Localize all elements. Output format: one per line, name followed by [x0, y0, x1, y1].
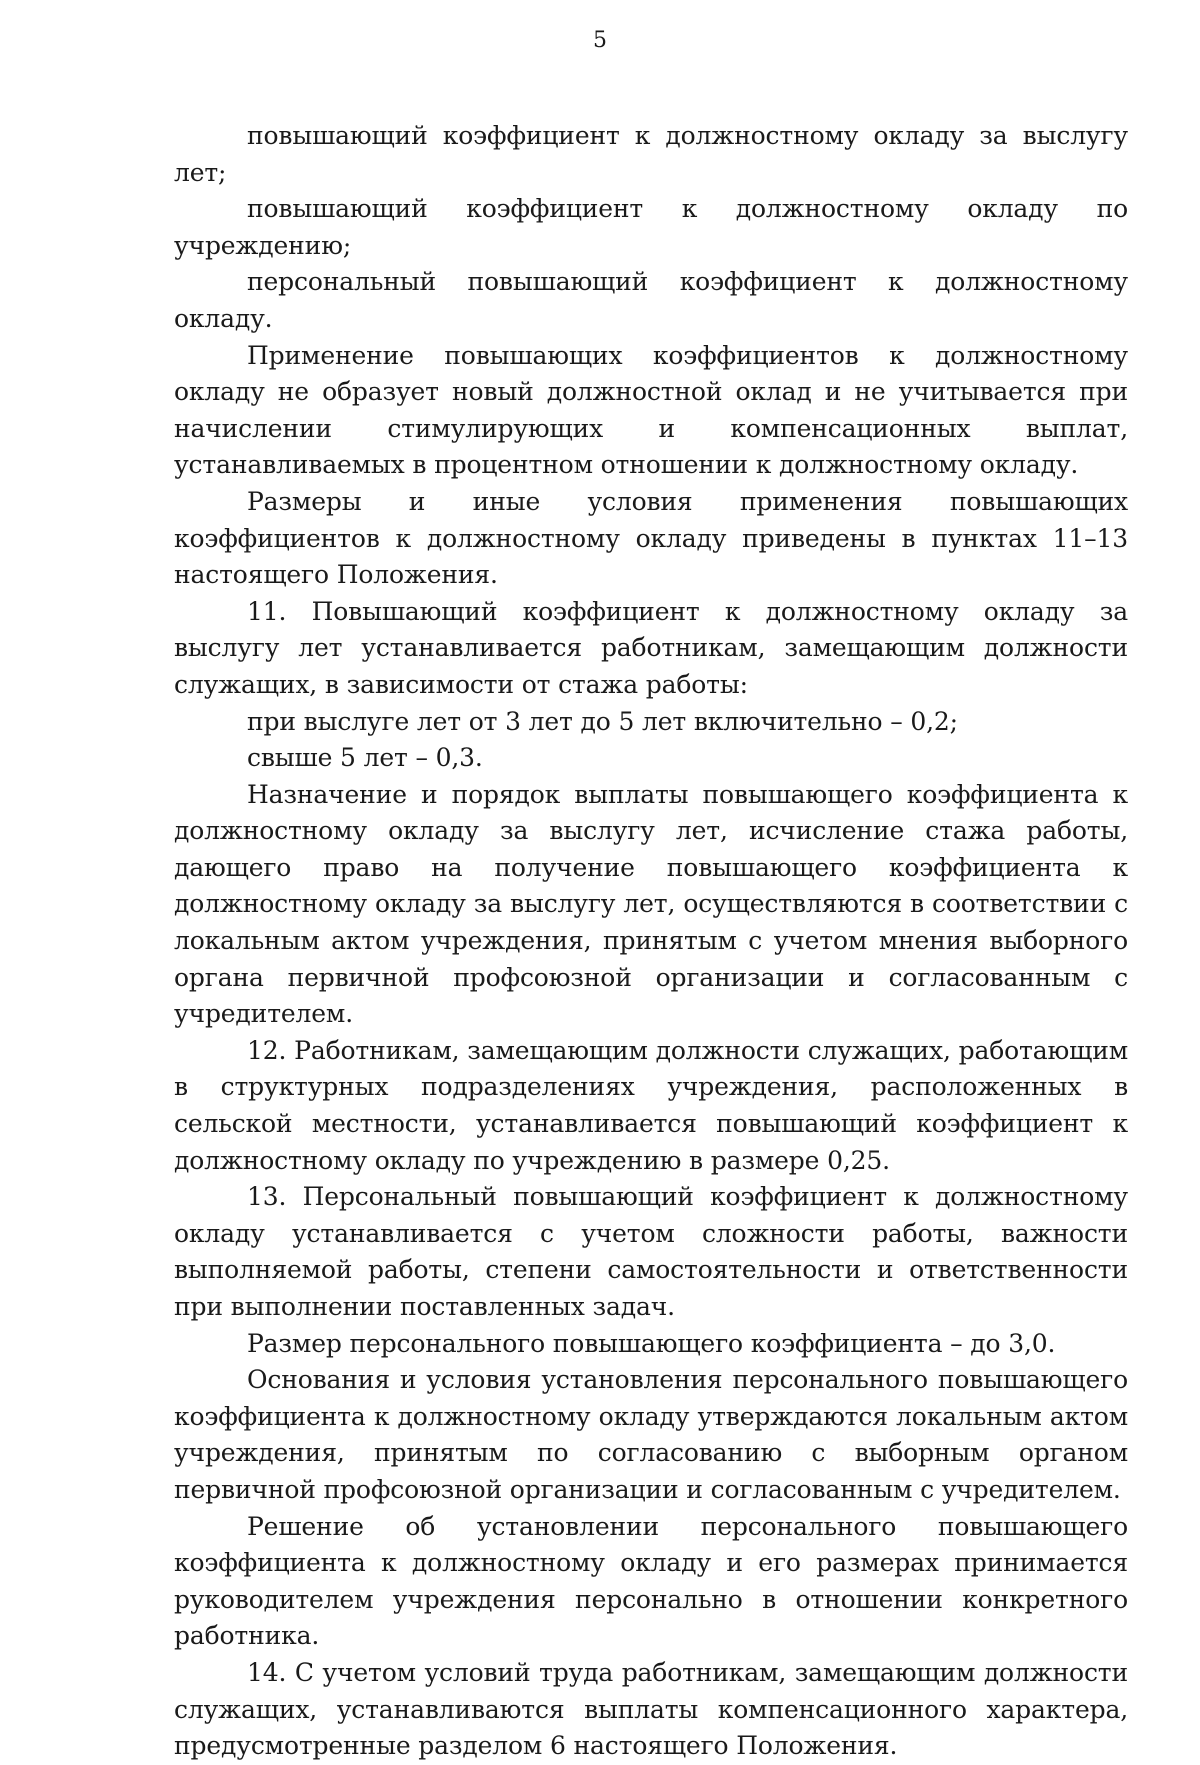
page-number: 5: [593, 28, 607, 53]
paragraph-item-11: 11. Повышающий коэффициент к должностному окладу за выслугу лет устанавливается работникам, замещающим должности служащих, в зависимости от стажа работы:: [174, 596, 1128, 699]
paragraph-decision: Решение об установлении персонального повышающего коэффициента к должностному окладу и его размерах принимается руководителем учреждения персонально в отношении конкретного работника.: [174, 1511, 1128, 1651]
document-body: [174, 118, 1128, 1765]
paragraph-sizes-reference: Размеры и иные условия применения повышающих коэффициентов к должностному окладу приведены в пунктах 11–13 настоящего Положения.: [174, 486, 1128, 590]
paragraph-item-14: 14. С учетом условий труда работникам, замещающим должности служащих, устанавливаются выплаты компенсационного характера, предусмотренные разделом 6 настоящего Положения.: [174, 1657, 1128, 1761]
paragraph-seniority-3-5: при выслуге лет от 3 лет до 5 лет включительно – 0,2;: [247, 706, 958, 736]
paragraph-coefficient-seniority: повышающий коэффициент к должностному окладу за выслугу лет;: [174, 121, 1128, 187]
paragraph-coefficient-personal: персональный повышающий коэффициент к должностному окладу.: [174, 267, 1128, 333]
paragraph-coefficient-institution: повышающий коэффициент к должностному окладу по учреждению;: [174, 194, 1128, 260]
paragraph-personal-max: Размер персонального повышающего коэффициента – до 3,0.: [247, 1328, 1056, 1358]
paragraph-application-note: Применение повышающих коэффициентов к должностному окладу не образует новый должностной оклад и не учитывается при начислении стимулирующих и компенсационных выплат, устанавливаемых в процентном отношении к должностному окладу.: [174, 340, 1128, 480]
paragraph-seniority-over-5: свыше 5 лет – 0,3.: [247, 743, 483, 773]
paragraph-grounds: Основания и условия установления персонального повышающего коэффициента к должностному окладу утверждаются локальным актом учреждения, принятым по согласованию с выборным органом первичной профсоюзной организации и согласованным с учредителем.: [174, 1365, 1128, 1504]
paragraph-item-13: 13. Персональный повышающий коэффициент к должностному окладу устанавливается с учетом сложности работы, важности выполняемой работы, степени самостоятельности и ответственности при выполнении поставленных задач.: [174, 1182, 1128, 1321]
paragraph-item-12: 12. Работникам, замещающим должности служащих, работающим в структурных подразделениях учреждения, расположенных в сельской местности, устанавливается повышающий коэффициент к должностному окладу по учреждению в размере 0,25.: [174, 1035, 1128, 1175]
paragraph-payment-procedure: Назначение и порядок выплаты повышающего коэффициента к должностному окладу за выслугу лет, исчисление стажа работы, дающего право на получение повышающего коэффициента к должностному окладу за выслугу лет, осуществляются в соответствии с локальным актом учреждения, принятым с учетом мнения выборного органа первичной профсоюзной организации и согласованным с учредителем.: [174, 779, 1128, 1029]
